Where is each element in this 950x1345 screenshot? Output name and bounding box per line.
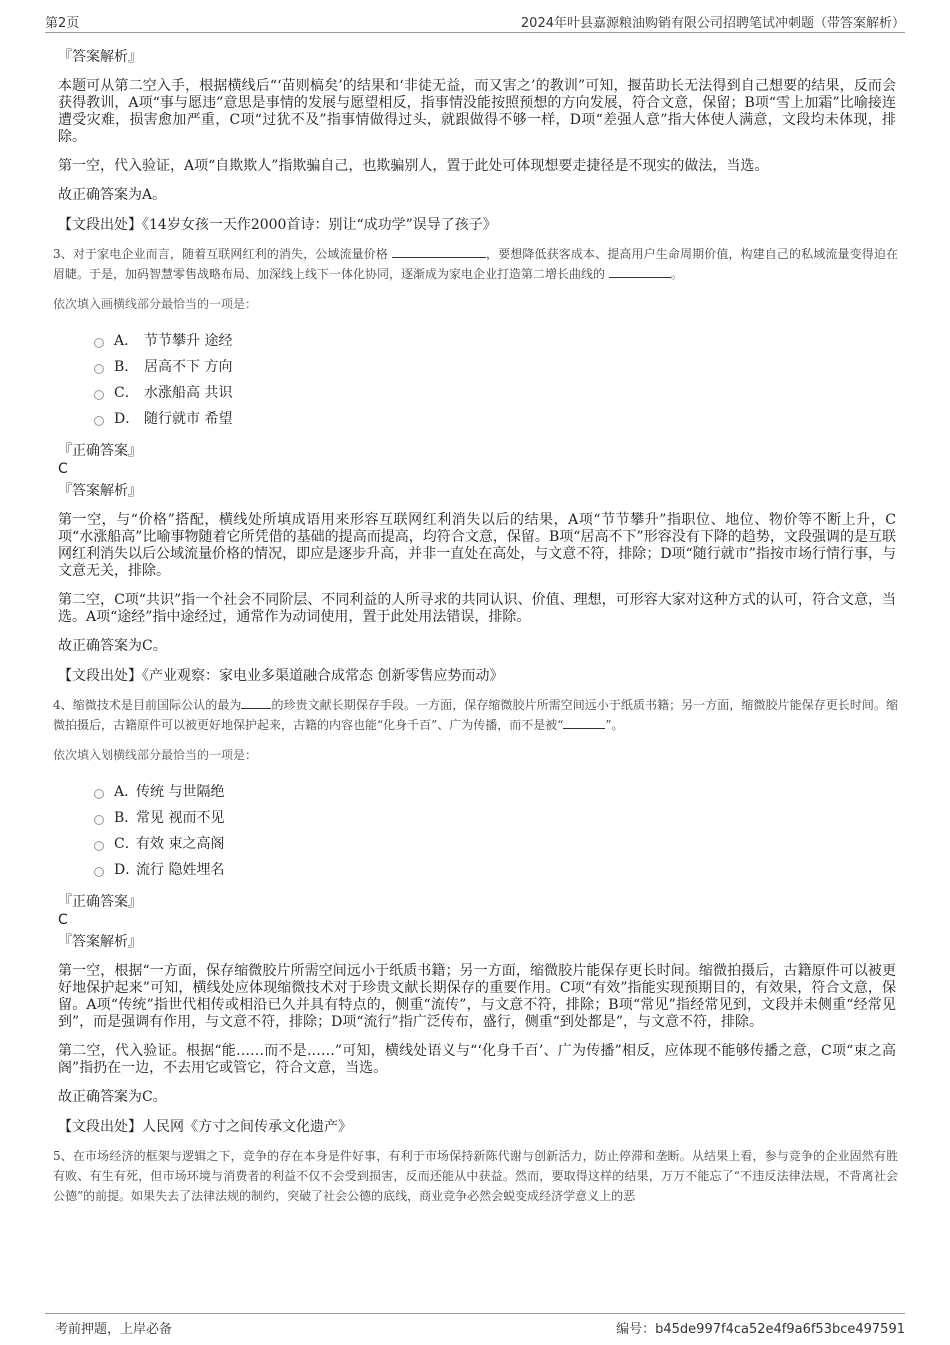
blank-line bbox=[609, 265, 671, 278]
radio-icon[interactable] bbox=[94, 841, 104, 851]
question-3-stem bbox=[53, 244, 898, 284]
blank-line bbox=[392, 245, 486, 258]
radio-icon[interactable] bbox=[94, 867, 104, 877]
radio-icon[interactable] bbox=[94, 338, 104, 348]
fill-prompt: 依次填入划横线部分最恰当的一项是： bbox=[53, 748, 258, 762]
question-text: 3、对于家电企业而言，随着互联网红利的消失，公域流量价格 bbox=[53, 247, 392, 261]
fill-prompt: 依次填入画横线部分最恰当的一项是： bbox=[53, 297, 258, 311]
document-code: 编号：b45de997f4ca52e4f9a6f53bce497591 bbox=[616, 1322, 905, 1337]
correct-answer: C bbox=[58, 912, 68, 928]
option-d[interactable]: D． 随行就市 希望 bbox=[94, 406, 896, 432]
blank-line bbox=[563, 716, 605, 729]
analysis-paragraph: 第二空，代入验证。根据“能……而不是……”可知，横线处语义与“‘化身千百’、广为传播”相反，应体现不能够传播之意，C项“束之高阁”指扔在一边，不去用它或管它，符合文意，当选。 bbox=[58, 1043, 896, 1076]
option-c[interactable]: C． 水涨船高 共识 bbox=[94, 380, 896, 406]
option-a[interactable]: A． 节节攀升 途经 bbox=[94, 328, 896, 354]
radio-icon[interactable] bbox=[94, 364, 104, 374]
analysis-label: 『答案解析』 bbox=[58, 483, 142, 499]
analysis-paragraph: 第一空，代入验证，A项“自欺欺人”指欺骗自己，也欺骗别人，置于此处可体现想要走捷径是不现实的做法，当选。 bbox=[58, 158, 769, 174]
correct-answer: C bbox=[58, 461, 68, 477]
question-text: 4、缩微技术是目前国际公认的最为 bbox=[53, 698, 242, 712]
radio-icon[interactable] bbox=[94, 416, 104, 426]
question-4-options bbox=[94, 779, 896, 883]
analysis-label: 『答案解析』 bbox=[58, 934, 142, 950]
analysis-paragraph: 第一空，与“价格”搭配，横线处所填成语用来形容互联网红利消失以后的结果，A项“节节攀升”指职位、地位、物价等不断上升，C项“水涨船高”比喻事物随着它所凭借的基础的提高而提高，均符合文意，保留。B项“居高不下”形容没有下降的趋势，文段强调的是互联网红利消失以后公域流量价格的情况，即应是逐步升高，并非一直处在高处，与文意不符，排除；D项“随行就市”指按市场行情行事，与文意无关，排除。 bbox=[58, 512, 896, 579]
document-title: 2024年叶县嘉源粮油购销有限公司招聘笔试冲刺题（带答案解析） bbox=[520, 16, 905, 31]
question-5-stem: 5、在市场经济的框架与逻辑之下，竞争的存在本身是件好事，有利于市场保持新陈代谢与创新活力，防止停滞和垄断。从结果上看，参与竞争的企业固然有胜有败、有生有死，但市场环境与消费者的利益不仅不会受到损害，反而还能从中获益。然而，要取得这样的结果，万万不能忘了“不违反法律法规，不背离社会公德”的前提。如果失去了法律法规的制约，突破了社会公德的底线，商业竞争必然会蜕变成经济学意义上的恶 bbox=[53, 1149, 898, 1203]
blank-line bbox=[241, 696, 271, 709]
option-b[interactable]: B． 居高不下 方向 bbox=[94, 354, 896, 380]
source-citation: 【文段出处】人民网《方寸之间传承文化遗产》 bbox=[58, 1119, 352, 1135]
page-footer bbox=[45, 1313, 905, 1336]
analysis-conclusion: 故正确答案为C。 bbox=[58, 638, 167, 654]
question-text: 。 bbox=[670, 267, 683, 281]
page-header bbox=[45, 10, 905, 33]
source-citation: 【文段出处】《14岁女孩一天作2000首诗：别让“成功学”误导了孩子》 bbox=[58, 217, 497, 233]
analysis-paragraph: 本题可从第二空入手，根据横线后“‘苗则槁矣’的结果和‘非徒无益，而又害之’的教训”可知，揠苗助长无法得到自己想要的结果，反而会获得教训，A项“事与愿违”意思是事情的发展与愿望相反，指事情没能按照预想的方向发展，符合文意，保留；B项“雪上加霜”比喻接连遭受灾难，损害愈加严重，C项“过犹不及”指事情做得过头，就跟做得不够一样，D项“差强人意”指大体使人满意，文段均未体现，排除。 bbox=[58, 78, 896, 145]
radio-icon[interactable] bbox=[94, 815, 104, 825]
question-text: 的珍贵文献长期保存手段。一方面，保存缩微胶片所需空间远小于纸质书籍；另一方面，缩微胶片能保存更长时间。缩微拍摄后，古籍原件可以被更好地保护起来，古籍的内容也能“化身千百”、广为传播，而不是被“ bbox=[53, 698, 898, 732]
source-citation: 【文段出处】《产业观察：家电业多渠道融合成常态 创新零售应势而动》 bbox=[58, 668, 504, 684]
document-body bbox=[53, 48, 898, 1206]
page-number: 第2页 bbox=[45, 16, 80, 31]
analysis-paragraph: 第一空，根据“一方面，保存缩微胶片所需空间远小于纸质书籍；另一方面，缩微胶片能保存更长时间。缩微拍摄后，古籍原件可以被更好地保护起来”可知，横线处应体现缩微技术对于珍贵文献长期保存的重要作用。C项“有效”指能实现预期目的，有效果，符合文意，保留。A项“传统”指世代相传或相沿已久并具有特点的，侧重“流传”，与文意不符，排除；B项“常见”指经常见到，文段并未侧重“经常见到”，而是强调有作用，与文意不符，排除；D项“流行”指广泛传布，盛行，侧重“到处都是”，与文意不符，排除。 bbox=[58, 963, 896, 1030]
question-text: ”。 bbox=[605, 718, 624, 732]
analysis-conclusion: 故正确答案为A。 bbox=[58, 187, 167, 203]
analysis-conclusion: 故正确答案为C。 bbox=[58, 1089, 167, 1105]
option-c[interactable]: C． 有效 束之高阁 bbox=[94, 831, 896, 857]
radio-icon[interactable] bbox=[94, 789, 104, 799]
question-4-stem bbox=[53, 695, 898, 735]
option-d[interactable]: D． 流行 隐姓埋名 bbox=[94, 857, 896, 883]
footer-slogan: 考前押题，上岸必备 bbox=[55, 1322, 173, 1337]
question-3-options bbox=[94, 328, 896, 432]
question-text: ，要想降低获客成本、提高用户生命周期价值，构建自己的私域流量变得迫在眉睫。于是，加码智慧零售战略布局、加深线上线下一体化协同，逐渐成为家电企业打造第二增长曲线的 bbox=[53, 247, 898, 281]
option-a[interactable]: A． 传统 与世隔绝 bbox=[94, 779, 896, 805]
analysis-paragraph: 第二空，C项“共识”指一个社会不同阶层、不同利益的人所寻求的共同认识、价值、理想，可形容大家对这种方式的认可，符合文意，当选。A项“途经”指中途经过，通常作为动词使用，置于此处用法错误，排除。 bbox=[58, 592, 896, 625]
option-b[interactable]: B． 常见 视而不见 bbox=[94, 805, 896, 831]
analysis-label: 『答案解析』 bbox=[58, 49, 142, 65]
radio-icon[interactable] bbox=[94, 390, 104, 400]
correct-answer-label: 『正确答案』 bbox=[58, 443, 142, 459]
correct-answer-label: 『正确答案』 bbox=[58, 894, 142, 910]
